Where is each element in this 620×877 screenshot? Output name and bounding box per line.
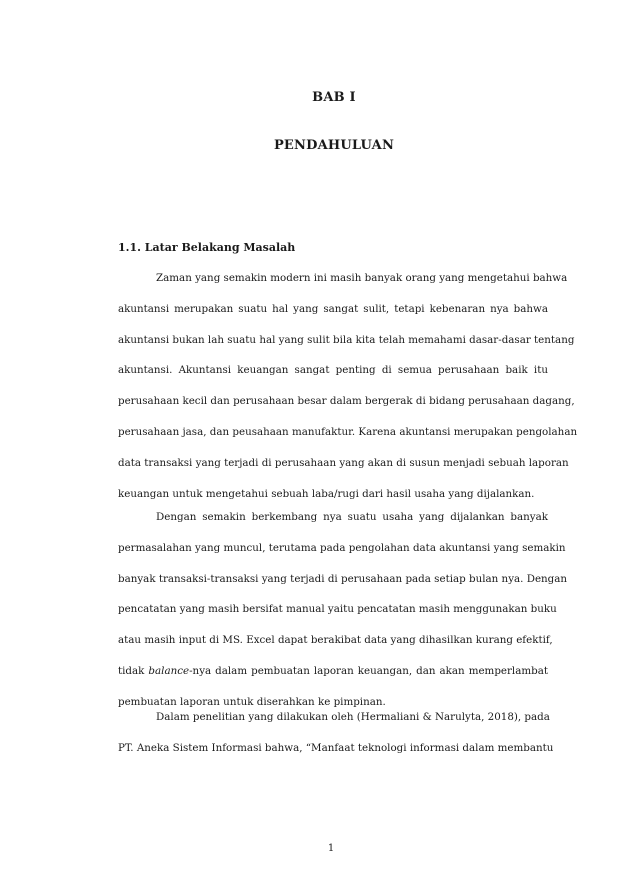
paragraph-line: akuntansi bukan lah suatu hal yang sulit bila kita telah memahami dasar-dasar tentang <box>118 333 575 346</box>
italic-term: balance <box>148 664 190 677</box>
paragraph-line: pembuatan laporan untuk diserahkan ke pimpinan. <box>118 695 386 708</box>
paragraph-line: pencatatan yang masih bersifat manual yaitu pencatatan masih menggunakan buku <box>118 603 557 616</box>
chapter-number: BAB I <box>312 90 356 105</box>
paragraph-line: data transaksi yang terjadi di perusahaan yang akan di susun menjadi sebuah laporan <box>118 456 569 469</box>
paragraph-line: Dengan semakin berkembang nya suatu usaha yang dijalankan banyak <box>156 511 548 523</box>
paragraph-2 <box>118 502 568 718</box>
paragraph-line: permasalahan yang muncul, terutama pada pengolahan data akuntansi yang semakin <box>118 541 566 554</box>
page-number: 1 <box>327 843 335 854</box>
paragraph-3 <box>118 702 554 764</box>
paragraph-line: perusahaan jasa, dan peusahaan manufaktur. Karena akuntansi merupakan pengolahan <box>118 425 578 438</box>
section-heading: 1.1. Latar Belakang Masalah <box>118 241 296 254</box>
paragraph-line: perusahaan kecil dan perusahaan besar dalam bergerak di bidang perusahaan dagang, <box>118 395 575 408</box>
paragraph-line-italic <box>118 656 548 687</box>
paragraph-line: keuangan untuk mengetahui sebuah laba/rugi dari hasil usaha yang dijalankan. <box>118 487 535 500</box>
line-text: -nya dalam pembuatan laporan keuangan, dan akan memperlambat <box>189 664 548 677</box>
paragraph-line: Zaman yang semakin modern ini masih banyak orang yang mengetahui bahwa <box>156 272 568 284</box>
paragraph-1 <box>118 263 578 509</box>
paragraph-line: banyak transaksi-transaksi yang terjadi di perusahaan pada setiap bulan nya. Dengan <box>118 572 568 585</box>
line-text: tidak <box>118 664 149 677</box>
paragraph-line: atau masih input di MS. Excel dapat berakibat data yang dihasilkan kurang efektif, <box>118 634 553 647</box>
paragraph-line: PT. Aneka Sistem Informasi bahwa, “Manfaat teknologi informasi dalam membantu <box>118 741 554 754</box>
chapter-title: PENDAHULUAN <box>273 138 395 153</box>
paragraph-line: akuntansi merupakan suatu hal yang sangat sulit, tetapi kebenaran nya bahwa <box>118 302 548 315</box>
paragraph-line: akuntansi. Akuntansi keuangan sangat penting di semua perusahaan baik itu <box>118 364 548 377</box>
paragraph-line: Dalam penelitian yang dilakukan oleh (Hermaliani & Narulyta, 2018), pada <box>156 711 550 723</box>
